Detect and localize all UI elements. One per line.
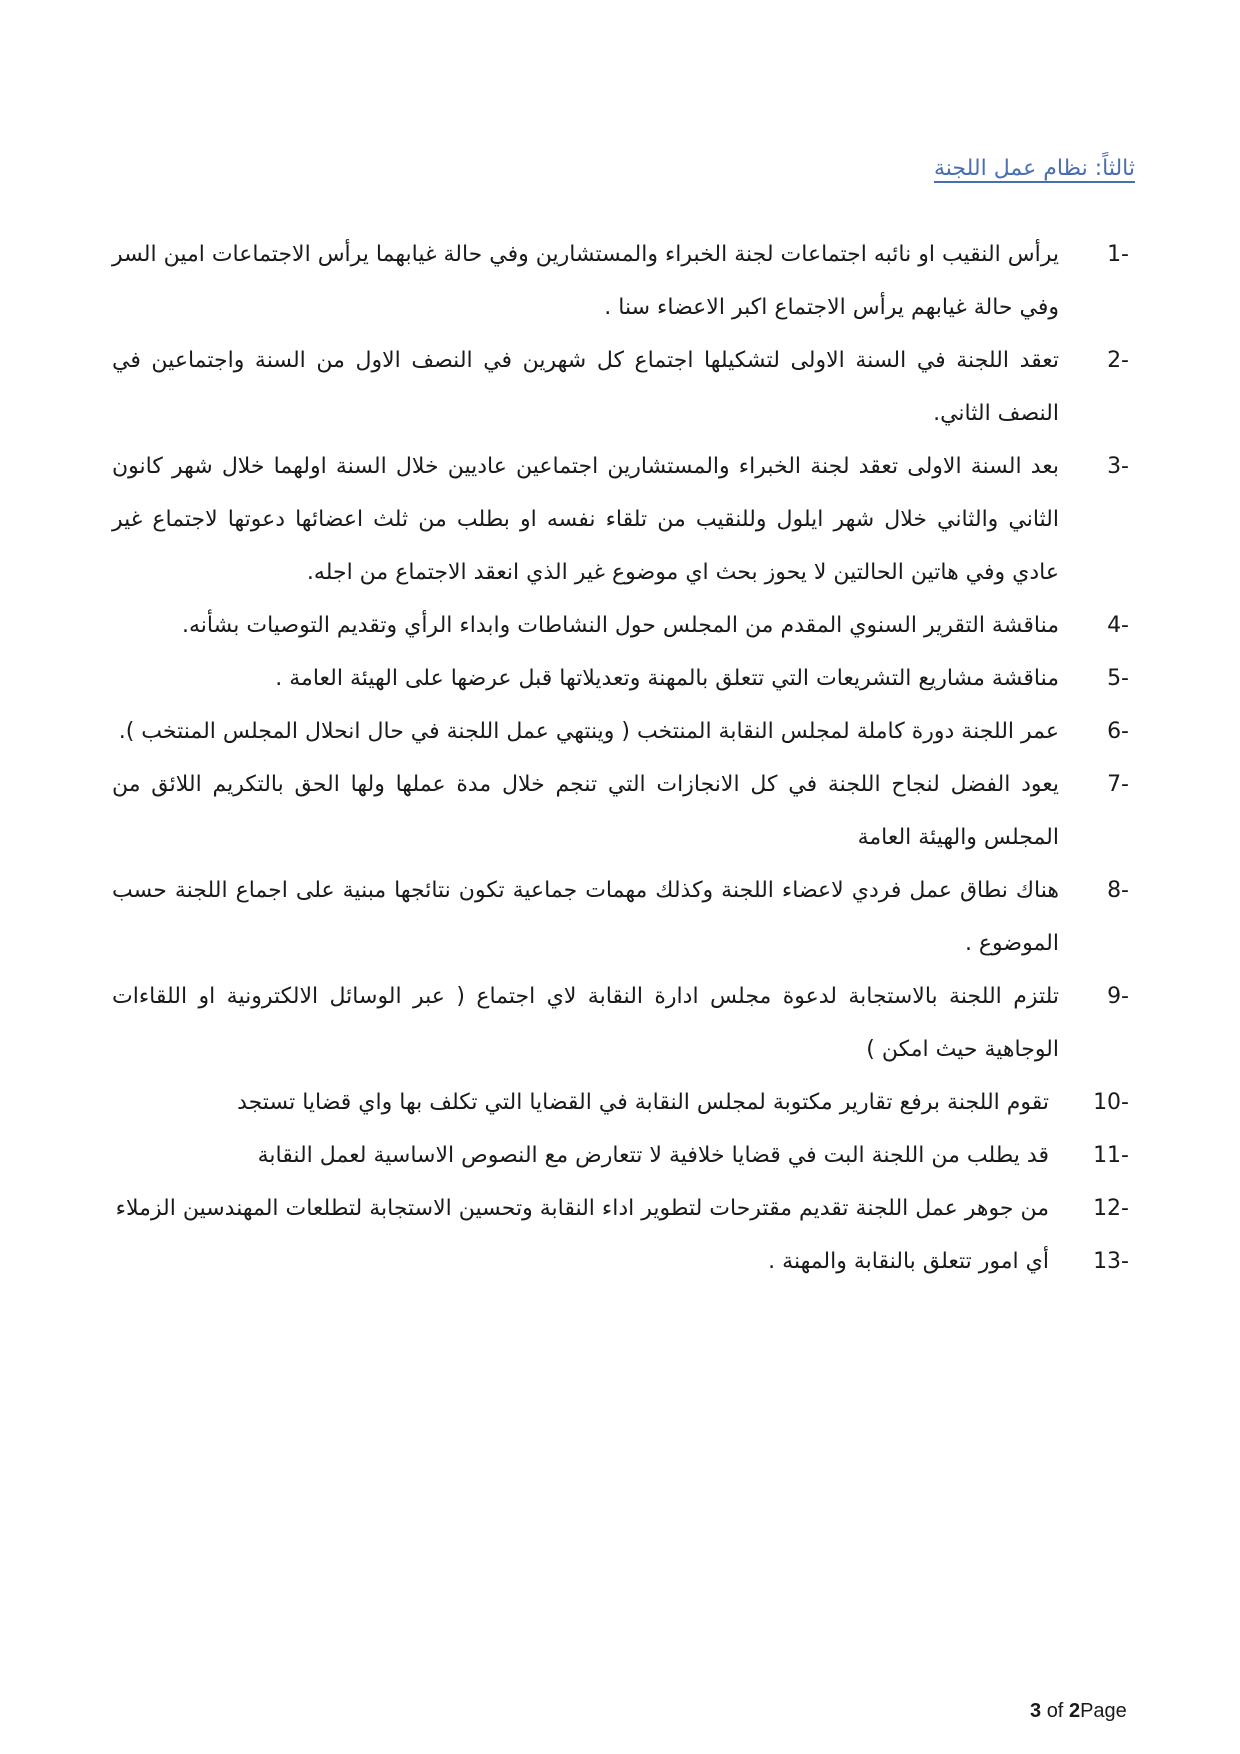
item-text: تلتزم اللجنة بالاستجابة لدعوة مجلس ادارة النقابة لاي اجتماع ( عبر الوسائل الالكترونية او اللقاءات الوجاهية حيث امكن ) xyxy=(112,984,1059,1062)
item-number: 11- xyxy=(1093,1143,1129,1168)
list-item xyxy=(112,652,1129,705)
list-item xyxy=(112,705,1129,758)
item-number: 9- xyxy=(1107,984,1129,1009)
page-total: 2 xyxy=(1068,1700,1081,1722)
item-text: من جوهر عمل اللجنة تقديم مقترحات لتطوير اداء النقابة وتحسين الاستجابة لتطلعات المهندسين الزملاء xyxy=(115,1196,1049,1221)
item-text: تقوم اللجنة برفع تقارير مكتوبة لمجلس النقابة في القضايا التي تكلف بها واي قضايا تستجد xyxy=(237,1090,1049,1115)
list-item xyxy=(112,334,1129,440)
item-text: بعد السنة الاولى تعقد لجنة الخبراء والمستشارين اجتماعين عاديين خلال السنة اولهما خلال شهر كانون الثاني والثاني خلال شهر ايلول وللنقيب من تلقاء نفسه او بطلب من ثلث اعضائها دعوتها لاجتماع غير عادي وفي هاتين الحالتين لا يحوز بحث اي موضوع غير الذي انعقد الاجتماع من اجله. xyxy=(112,454,1059,585)
item-number: 1- xyxy=(1107,242,1129,267)
item-number: 13- xyxy=(1093,1249,1129,1274)
list-item xyxy=(112,1182,1129,1235)
item-text: يرأس النقيب او نائبه اجتماعات لجنة الخبراء والمستشارين وفي حالة غيابهما يرأس الاجتماعات امين السر وفي حالة غيابهم يرأس الاجتماع اكبر الاعضاء سنا . xyxy=(112,242,1059,320)
item-number: 6- xyxy=(1107,719,1129,744)
item-number: 5- xyxy=(1107,666,1129,691)
item-text: عمر اللجنة دورة كاملة لمجلس النقابة المنتخب ( وينتهي عمل اللجنة في حال انحلال المجلس المنتخب ). xyxy=(118,719,1059,744)
item-text: مناقشة مشاريع التشريعات التي تتعلق بالمهنة وتعديلاتها قبل عرضها على الهيئة العامة . xyxy=(275,666,1059,691)
item-text: أي امور تتعلق بالنقابة والمهنة . xyxy=(768,1249,1049,1274)
page-suffix: Page xyxy=(1080,1700,1127,1722)
item-text: تعقد اللجنة في السنة الاولى لتشكيلها اجتماع كل شهرين في النصف الاول من السنة واجتماعين في النصف الثاني. xyxy=(112,348,1059,426)
item-text: هناك نطاق عمل فردي لاعضاء اللجنة وكذلك مهمات جماعية تكون نتائجها مبنية على اجماع اللجنة حسب الموضوع . xyxy=(112,878,1059,956)
item-number: 12- xyxy=(1093,1196,1129,1221)
item-text: يعود الفضل لنجاح اللجنة في كل الانجازات التي تنجم خلال مدة عملها ولها الحق بالتكريم اللائق من المجلس والهيئة العامة xyxy=(112,772,1059,850)
item-number: 2- xyxy=(1107,348,1129,373)
item-number: 3- xyxy=(1107,454,1129,479)
list-item xyxy=(112,970,1129,1076)
list-item xyxy=(112,440,1129,599)
list-item xyxy=(112,864,1129,970)
page-footer xyxy=(1030,1700,1210,1723)
item-number: 10- xyxy=(1093,1090,1129,1115)
item-number: 7- xyxy=(1107,772,1129,797)
item-number: 8- xyxy=(1107,878,1129,903)
item-text: قد يطلب من اللجنة البت في قضايا خلافية لا تتعارض مع النصوص الاساسية لعمل النقابة xyxy=(257,1143,1049,1168)
list-item xyxy=(112,1076,1129,1129)
section-heading: ثالثاً: نظام عمل اللجنة xyxy=(934,156,1135,181)
rules-list xyxy=(112,228,1129,1288)
page-of: of xyxy=(1046,1700,1064,1722)
item-text: مناقشة التقرير السنوي المقدم من المجلس حول النشاطات وابداء الرأي وتقديم التوصيات بشأنه. xyxy=(182,613,1059,638)
list-item xyxy=(112,1129,1129,1182)
list-item xyxy=(112,228,1129,334)
page-current: 3 xyxy=(1030,1700,1042,1722)
list-item xyxy=(112,599,1129,652)
item-number: 4- xyxy=(1107,613,1129,638)
list-item xyxy=(112,758,1129,864)
list-item xyxy=(112,1235,1129,1288)
